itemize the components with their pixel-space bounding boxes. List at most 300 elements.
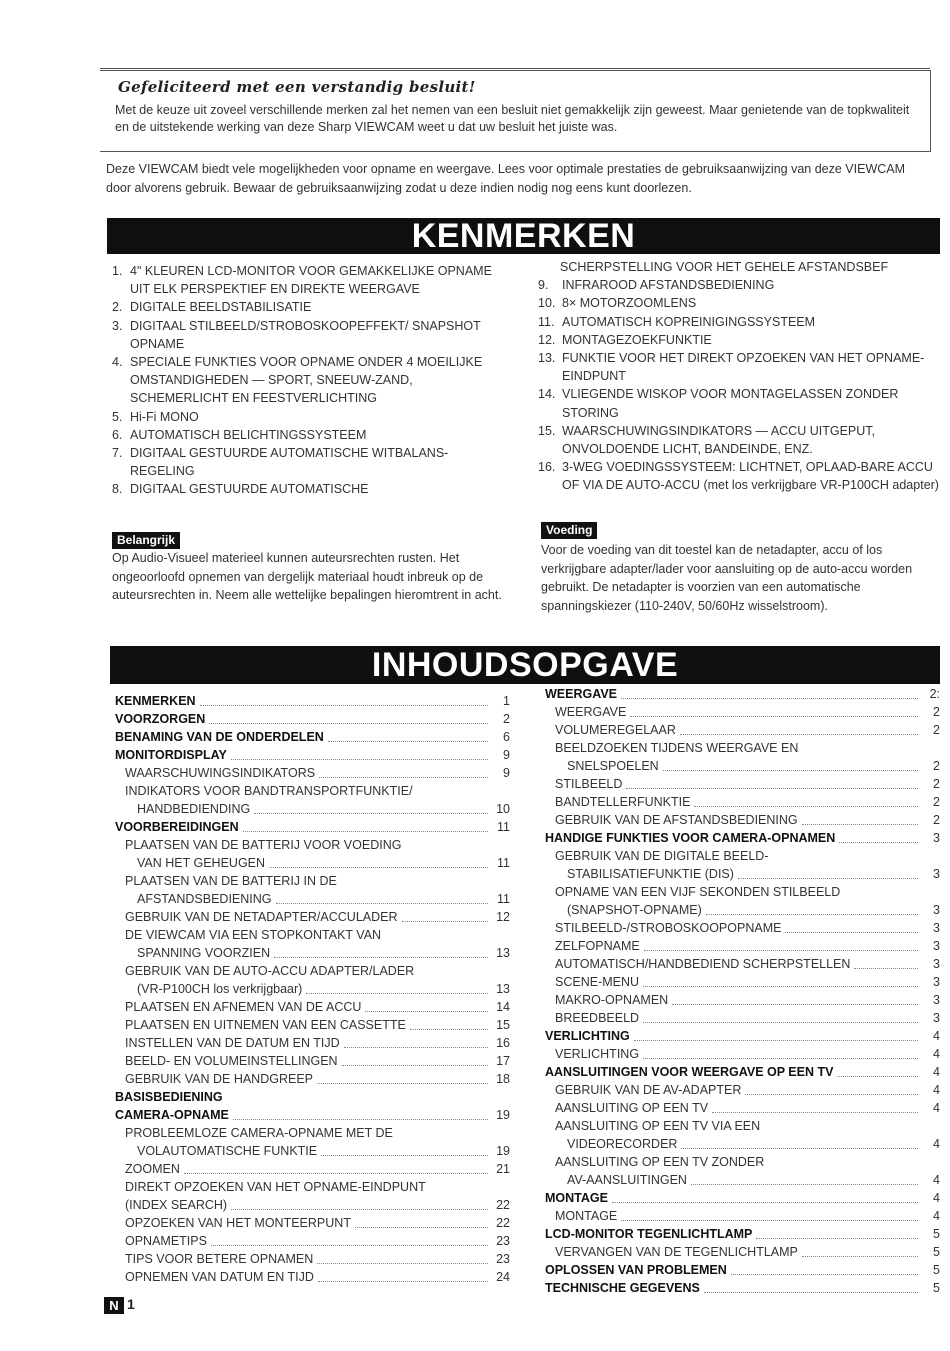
- toc-entry[interactable]: [545, 901, 940, 919]
- toc-entry[interactable]: [115, 1178, 510, 1196]
- toc-entry-title: INDIKATORS VOOR BANDTRANSPORTFUNKTIE/: [125, 784, 413, 798]
- toc-page-number: 1: [503, 694, 510, 708]
- toc-leader-dots: [643, 1022, 918, 1023]
- toc-leader-dots: [319, 777, 488, 778]
- toc-entry-title: CAMERA-OPNAME: [115, 1108, 229, 1122]
- toc-entry[interactable]: [545, 1207, 940, 1225]
- toc-page-number: 3: [933, 939, 940, 953]
- toc-entry[interactable]: [545, 775, 940, 793]
- toc-entry[interactable]: [115, 818, 510, 836]
- toc-entry-title: AUTOMATISCH/HANDBEDIEND SCHERPSTELLEN: [555, 957, 851, 971]
- toc-entry-title: VOLUMEREGELAAR: [555, 723, 676, 737]
- toc-entry-title: SCENE-MENU: [555, 975, 640, 989]
- toc-entry-title: AV-AANSLUITINGEN: [567, 1173, 687, 1187]
- toc-leader-dots: [274, 957, 488, 958]
- toc-leader-dots: [854, 968, 918, 969]
- toc-page-number: 14: [496, 1000, 510, 1014]
- toc-page-number: 13: [496, 982, 510, 996]
- language-badge: N: [104, 1297, 124, 1314]
- feature-number: 6.: [112, 427, 123, 442]
- toc-leader-dots: [402, 921, 488, 922]
- toc-leader-dots: [785, 932, 918, 933]
- feature-number: 1.: [112, 264, 123, 278]
- feature-text: 8× MOTORZOOMLENS: [562, 296, 697, 311]
- toc-page-number: 2: [933, 777, 940, 791]
- toc-entry[interactable]: [545, 1243, 940, 1261]
- toc-page-number: 19: [496, 1144, 510, 1158]
- feature-item: [538, 349, 943, 385]
- feature-text: VLIEGENDE WISKOP VOOR MONTAGELASSEN ZONDER STORING: [562, 387, 899, 420]
- toc-leader-dots: [231, 1209, 488, 1210]
- toc-entry[interactable]: [115, 980, 510, 998]
- toc-entry-title: ZELFOPNAME: [555, 939, 640, 953]
- toc-leader-dots: [738, 878, 918, 879]
- feature-number: 5.: [112, 409, 123, 424]
- toc-entry[interactable]: [545, 739, 940, 757]
- toc-entry[interactable]: [115, 962, 510, 980]
- feature-item: [112, 426, 507, 444]
- toc-entry[interactable]: [545, 811, 940, 829]
- toc-entry-title: GEBRUIK VAN DE AV-ADAPTER: [555, 1083, 742, 1097]
- toc-entry[interactable]: [115, 1088, 510, 1106]
- toc-entry-title: STABILISATIEFUNKTIE (DIS): [567, 867, 734, 881]
- toc-leader-dots: [200, 705, 488, 706]
- features-heading: KENMERKEN: [411, 217, 636, 255]
- toc-entry[interactable]: [545, 1279, 940, 1297]
- toc-leader-dots: [672, 1004, 918, 1005]
- power-label: Voeding: [541, 522, 597, 539]
- toc-entry[interactable]: [115, 1232, 510, 1250]
- toc-leader-dots: [211, 1245, 488, 1246]
- toc-leader-dots: [663, 770, 918, 771]
- toc-page-number: 4: [933, 1065, 940, 1079]
- toc-page-number: 3: [933, 903, 940, 917]
- toc-page-number: 2: [933, 705, 940, 719]
- toc-entry[interactable]: [545, 865, 940, 883]
- toc-entry-title: MAKRO-OPNAMEN: [555, 993, 669, 1007]
- feature-item: [112, 444, 507, 480]
- toc-leader-dots: [365, 1011, 488, 1012]
- feature-text: INFRAROOD AFSTANDSBEDIENING: [562, 278, 775, 293]
- toc-entry-title: GEBRUIK VAN DE DIGITALE BEELD-: [555, 849, 769, 863]
- feature-item: [112, 353, 507, 408]
- toc-entry-title: AANSLUITINGEN VOOR WEERGAVE OP EEN TV: [545, 1065, 834, 1079]
- toc-entry[interactable]: [545, 757, 940, 775]
- toc-page-number: 10: [496, 802, 510, 816]
- toc-entry-title: AFSTANDSBEDIENING: [137, 892, 272, 906]
- toc-page-number: 3: [933, 993, 940, 1007]
- toc-entry-title: BEELD- EN VOLUMEINSTELLINGEN: [125, 1054, 338, 1068]
- toc-entry-title: SNELSPOELEN: [567, 759, 659, 773]
- toc-leader-dots: [745, 1094, 918, 1095]
- toc-entry[interactable]: [115, 890, 510, 908]
- toc-entry[interactable]: [115, 1160, 510, 1178]
- toc-entry[interactable]: [115, 1016, 510, 1034]
- toc-entry-title: DIREKT OPZOEKEN VAN HET OPNAME-EINDPUNT: [125, 1180, 426, 1194]
- intro-top-rule: [100, 68, 930, 69]
- feature-number: 2.: [112, 300, 123, 315]
- toc-leader-dots: [317, 1263, 488, 1264]
- toc-entry[interactable]: [545, 1081, 940, 1099]
- power-text: Voor de voeding van dit toestel kan de netadapter, accu of los verkrijgbare adapter/lader voor aansluiting op de auto-accu worden gebruikt. De netadapter is voorzien van een automatische spanningskiezer (110-240V, 50/60Hz wisselstroom).: [541, 543, 913, 613]
- feature-item: [112, 480, 507, 498]
- toc-leader-dots: [680, 734, 918, 735]
- toc-page-number: 2: [933, 795, 940, 809]
- toc-leader-dots: [317, 1083, 488, 1084]
- toc-entry[interactable]: [115, 908, 510, 926]
- toc-entry[interactable]: [115, 1268, 510, 1286]
- toc-entry[interactable]: [545, 937, 940, 955]
- toc-entry[interactable]: [115, 800, 510, 818]
- toc-page-number: 16: [496, 1036, 510, 1050]
- toc-leader-dots: [344, 1047, 488, 1048]
- toc-page-number: 4: [933, 1137, 940, 1151]
- feature-item: [538, 294, 943, 312]
- toc-entry[interactable]: [115, 1142, 510, 1160]
- toc-entry-title: STILBEELD: [555, 777, 623, 791]
- toc-entry-title: GEBRUIK VAN DE AFSTANDSBEDIENING: [555, 813, 798, 827]
- toc-page-number: 9: [503, 748, 510, 762]
- toc-page-number: 5: [933, 1245, 940, 1259]
- toc-entry-title: GEBRUIK VAN DE AUTO-ACCU ADAPTER/LADER: [125, 964, 415, 978]
- toc-leader-dots: [355, 1227, 488, 1228]
- toc-entry[interactable]: [115, 1250, 510, 1268]
- features-list-right: [538, 258, 943, 495]
- toc-page-number: 4: [933, 1083, 940, 1097]
- toc-leader-dots: [644, 950, 918, 951]
- toc-entry[interactable]: [115, 1034, 510, 1052]
- toc-page-number: 17: [496, 1054, 510, 1068]
- toc-leader-dots: [704, 1292, 918, 1293]
- feature-number: 12.: [538, 332, 556, 347]
- toc-entry-title: PLAATSEN EN UITNEMEN VAN EEN CASSETTE: [125, 1018, 406, 1032]
- toc-entry-title: BENAMING VAN DE ONDERDELEN: [115, 730, 324, 744]
- toc-entry[interactable]: [545, 1009, 940, 1027]
- toc-entry[interactable]: [115, 710, 510, 728]
- toc-entry[interactable]: [115, 764, 510, 782]
- toc-page-number: 11: [497, 820, 510, 834]
- feature-text: MONTAGEZOEKFUNKTIE: [562, 332, 712, 347]
- toc-entry-title: MONTAGE: [545, 1191, 608, 1205]
- features-list-left: [112, 262, 507, 499]
- toc-page-number: 23: [496, 1234, 510, 1248]
- toc-leader-dots: [837, 1076, 918, 1077]
- toc-heading: INHOUDSOPGAVE: [371, 646, 679, 684]
- feature-item: [112, 298, 507, 316]
- toc-entry-title: GEBRUIK VAN DE HANDGREEP: [125, 1072, 314, 1086]
- toc-entry[interactable]: [545, 1225, 940, 1243]
- toc-page-number: 2:: [929, 687, 940, 701]
- toc-entry[interactable]: [115, 926, 510, 944]
- toc-page-number: 3: [933, 831, 940, 845]
- toc-entry-title: TIPS VOOR BETERE OPNAMEN: [125, 1252, 314, 1266]
- intro-text: Met de keuze uit zoveel verschillende merken zal het nemen van een besluit niet gemakkelijk zijn geweest. Maar genietende van de topkwaliteit en de uitstekende werking van deze Sharp VIEWCAM weet u dat uw besluit het juiste was.: [115, 103, 910, 134]
- toc-entry[interactable]: [115, 782, 510, 800]
- toc-entry[interactable]: [545, 1117, 940, 1135]
- toc-entry-title: KENMERKEN: [115, 694, 196, 708]
- toc-leader-dots: [621, 1220, 918, 1221]
- toc-page-number: 21: [496, 1162, 510, 1176]
- toc-entry[interactable]: [115, 998, 510, 1016]
- toc-entry-title: AANSLUITING OP EEN TV VIA EEN: [555, 1119, 761, 1133]
- toc-leader-dots: [321, 1155, 488, 1156]
- toc-page-number: 3: [933, 975, 940, 989]
- toc-page-number: 24: [496, 1270, 510, 1284]
- feature-number: 3.: [112, 318, 123, 333]
- feature-text: FUNKTIE VOOR HET DIREKT OPZOEKEN VAN HET OPNAME-EINDPUNT: [562, 351, 925, 384]
- toc-entry-title: VERLICHTING: [555, 1047, 640, 1061]
- toc-entry[interactable]: [115, 836, 510, 854]
- feature-item: [112, 317, 507, 353]
- toc-leader-dots: [276, 903, 488, 904]
- feature-text: SPECIALE FUNKTIES VOOR OPNAME ONDER 4 MOEILIJKE OMSTANDIGHEDEN — SPORT, SNEEUW-ZAND, SCHEMERLICHT EN FEESTVERLICHTING: [130, 355, 483, 406]
- toc-entry-title: HANDIGE FUNKTIES VOOR CAMERA-OPNAMEN: [545, 831, 836, 845]
- toc-leader-dots: [318, 1281, 488, 1282]
- toc-page-number: 5: [933, 1281, 940, 1295]
- toc-entry-title: (SNAPSHOT-OPNAME): [567, 903, 702, 917]
- toc-leader-dots: [243, 831, 488, 832]
- toc-page-number: 3: [933, 957, 940, 971]
- toc-entry-title: WEERGAVE: [555, 705, 627, 719]
- toc-leader-dots: [328, 741, 488, 742]
- toc-entry-title: VERVANGEN VAN DE TEGENLICHTLAMP: [555, 1245, 798, 1259]
- toc-entry-title: SPANNING VOORZIEN: [137, 946, 271, 960]
- toc-page-number: 2: [503, 712, 510, 726]
- toc-entry[interactable]: [545, 1261, 940, 1279]
- lead-paragraph: Deze VIEWCAM biedt vele mogelijkheden voor opname en weergave. Lees voor optimale prestaties de gebruiksaanwijzing van deze VIEWCAM door alvorens gebruik. Bewaar de gebruiksaanwijzing zodat u deze indien nodig nog eens kunt doorlezen.: [106, 162, 906, 195]
- toc-entry[interactable]: [115, 854, 510, 872]
- toc-page-number: 4: [933, 1209, 940, 1223]
- toc-page-number: 3: [933, 921, 940, 935]
- toc-entry-title: LCD-MONITOR TEGENLICHTLAMP: [545, 1227, 753, 1241]
- toc-column-left: [115, 692, 510, 1286]
- feature-number: 15.: [538, 423, 556, 438]
- toc-leader-dots: [643, 1058, 918, 1059]
- feature-item: [112, 408, 507, 426]
- toc-page-number: 4: [933, 1101, 940, 1115]
- feature-text: DIGITAAL GESTUURDE AUTOMATISCHE WITBALANS-REGELING: [130, 446, 449, 479]
- toc-entry-title: PROBLEEMLOZE CAMERA-OPNAME MET DE: [125, 1126, 393, 1140]
- toc-entry[interactable]: [545, 1153, 940, 1171]
- toc-entry-title: VAN HET GEHEUGEN: [137, 856, 266, 870]
- feature-number: 10.: [538, 296, 556, 311]
- toc-entry-title: VIDEORECORDER: [567, 1137, 678, 1151]
- toc-page-number: 4: [933, 1029, 940, 1043]
- toc-entry[interactable]: [115, 944, 510, 962]
- toc-page-number: 3: [933, 867, 940, 881]
- toc-leader-dots: [706, 914, 918, 915]
- toc-entry[interactable]: [115, 1124, 510, 1142]
- toc-entry[interactable]: [545, 883, 940, 901]
- feature-number: 4.: [112, 355, 123, 370]
- toc-entry-title: OPNAME VAN EEN VIJF SEKONDEN STILBEELD: [555, 885, 841, 899]
- toc-entry-title: OPLOSSEN VAN PROBLEMEN: [545, 1263, 727, 1277]
- toc-entry-title: (VR-P100CH los verkrijgbaar): [137, 982, 303, 996]
- features-heading-banner: [107, 218, 940, 254]
- toc-leader-dots: [231, 759, 488, 760]
- toc-entry[interactable]: [545, 721, 940, 739]
- toc-entry-title: HANDBEDIENDING: [137, 802, 251, 816]
- toc-page-number: 2: [933, 723, 940, 737]
- toc-leader-dots: [802, 1256, 918, 1257]
- toc-page-number: 2: [933, 759, 940, 773]
- intro-title: Gefeliciteerd met een verstandig besluit!: [118, 78, 476, 96]
- toc-entry-title: WAARSCHUWINGSINDIKATORS: [125, 766, 316, 780]
- toc-entry-title: GEBRUIK VAN DE NETADAPTER/ACCULADER: [125, 910, 398, 924]
- toc-entry-title: INSTELLEN VAN DE DATUM EN TIJD: [125, 1036, 340, 1050]
- toc-page-number: 3: [933, 1011, 940, 1025]
- feature-item: [538, 385, 943, 421]
- toc-leader-dots: [184, 1173, 488, 1174]
- toc-page-number: 11: [497, 892, 510, 906]
- toc-leader-dots: [269, 867, 488, 868]
- feature-number: 13.: [538, 351, 556, 366]
- feature-item: [538, 331, 943, 349]
- toc-entry[interactable]: [115, 692, 510, 710]
- toc-page-number: 12: [496, 910, 510, 924]
- toc-page-number: 19: [496, 1108, 510, 1122]
- important-text: Op Audio-Visueel materieel kunnen auteursrechten rusten. Het ongeoorloofd opnemen van dergelijk materiaal houdt inbreuk op de auteursrechten in. Neem alle wettelijke bepalingen hieromtrent in acht.: [112, 551, 502, 602]
- toc-heading-banner: [110, 646, 940, 684]
- important-label: Belangrijk: [112, 532, 180, 549]
- toc-entry-title: BASISBEDIENING: [115, 1090, 223, 1104]
- toc-entry[interactable]: [545, 1063, 940, 1081]
- feature-number: 9.: [538, 278, 549, 293]
- toc-leader-dots: [306, 993, 488, 994]
- toc-entry-title: (INDEX SEARCH): [125, 1198, 228, 1212]
- feature-text: Hi-Fi MONO: [130, 409, 199, 424]
- toc-leader-dots: [712, 1112, 918, 1113]
- toc-entry[interactable]: [545, 1135, 940, 1153]
- toc-entry[interactable]: [545, 991, 940, 1009]
- toc-entry-title: VOORZORGEN: [115, 712, 206, 726]
- toc-entry[interactable]: [115, 1106, 510, 1124]
- toc-entry[interactable]: [115, 872, 510, 890]
- toc-entry-title: OPNEMEN VAN DATUM EN TIJD: [125, 1270, 314, 1284]
- toc-entry-title: OPNAMETIPS: [125, 1234, 207, 1248]
- feature-number: 11.: [538, 314, 555, 329]
- feature-item: [538, 422, 943, 458]
- toc-leader-dots: [756, 1238, 918, 1239]
- feature-number: 14.: [538, 387, 556, 402]
- toc-entry-title: PLAATSEN EN AFNEMEN VAN DE ACCU: [125, 1000, 362, 1014]
- toc-entry[interactable]: [545, 1027, 940, 1045]
- toc-leader-dots: [254, 813, 488, 814]
- toc-entry[interactable]: [545, 973, 940, 991]
- feature-item: [538, 458, 943, 494]
- toc-entry-title: AANSLUITING OP EEN TV ZONDER: [555, 1155, 765, 1169]
- toc-page-number: 6: [503, 730, 510, 744]
- feature-text: DIGITAAL GESTUURDE AUTOMATISCHE: [130, 482, 369, 497]
- toc-leader-dots: [342, 1065, 488, 1066]
- toc-entry-title: VOORBEREIDINGEN: [115, 820, 239, 834]
- toc-entry[interactable]: [545, 703, 940, 721]
- toc-entry[interactable]: [545, 1189, 940, 1207]
- toc-entry[interactable]: [545, 847, 940, 865]
- toc-column-right: [545, 685, 940, 1297]
- feature-item: [538, 313, 943, 331]
- toc-entry-title: BANDTELLERFUNKTIE: [555, 795, 691, 809]
- toc-entry-title: BEELDZOEKEN TIJDENS WEERGAVE EN: [555, 741, 799, 755]
- feature-number: 8.: [112, 482, 123, 497]
- toc-entry[interactable]: [115, 1070, 510, 1088]
- toc-entry[interactable]: [115, 1196, 510, 1214]
- toc-entry[interactable]: [545, 1099, 940, 1117]
- toc-entry[interactable]: [545, 1045, 940, 1063]
- toc-entry-title: STILBEELD-/STROBOSKOOPOPNAME: [555, 921, 782, 935]
- toc-page-number: 23: [496, 1252, 510, 1266]
- toc-page-number: 11: [497, 856, 510, 870]
- feature-text: AUTOMATISCH KOPREINIGINGSSYSTEEM: [562, 314, 816, 329]
- toc-entry[interactable]: [545, 685, 940, 703]
- toc-entry[interactable]: [115, 1052, 510, 1070]
- feature-continuation: SCHERPSTELLING VOOR HET GEHELE AFSTANDSBEF: [560, 260, 889, 274]
- toc-page-number: 5: [933, 1263, 940, 1277]
- toc-entry[interactable]: [545, 955, 940, 973]
- toc-leader-dots: [621, 698, 918, 699]
- toc-leader-dots: [634, 1040, 918, 1041]
- toc-leader-dots: [209, 723, 488, 724]
- feature-text: DIGITAAL STILBEELD/STROBOSKOOPEFFEKT/ SNAPSHOT OPNAME: [130, 318, 481, 351]
- toc-page-number: 9: [503, 766, 510, 780]
- toc-entry[interactable]: [545, 793, 940, 811]
- toc-entry-title: MONITORDISPLAY: [115, 748, 227, 762]
- toc-leader-dots: [691, 1184, 918, 1185]
- toc-leader-dots: [643, 986, 918, 987]
- toc-leader-dots: [626, 788, 918, 789]
- toc-entry-title: DE VIEWCAM VIA EEN STOPKONTAKT VAN: [125, 928, 382, 942]
- toc-page-number: 13: [496, 946, 510, 960]
- toc-entry[interactable]: [115, 728, 510, 746]
- toc-entry-title: VOLAUTOMATISCHE FUNKTIE: [137, 1144, 318, 1158]
- toc-leader-dots: [731, 1274, 918, 1275]
- toc-page-number: 15: [496, 1018, 510, 1032]
- toc-entry-title: PLAATSEN VAN DE BATTERIJ IN DE: [125, 874, 337, 888]
- toc-leader-dots: [410, 1029, 488, 1030]
- toc-entry[interactable]: [545, 829, 940, 847]
- feature-text: AUTOMATISCH BELICHTINGSSYSTEEM: [130, 427, 367, 442]
- toc-page-number: 22: [496, 1198, 510, 1212]
- toc-page-number: 18: [496, 1072, 510, 1086]
- toc-page-number: 2: [933, 813, 940, 827]
- toc-leader-dots: [694, 806, 918, 807]
- feature-number: 7.: [112, 446, 123, 461]
- toc-leader-dots: [802, 824, 918, 825]
- toc-entry[interactable]: [545, 1171, 940, 1189]
- feature-text: 3-WEG VOEDINGSSYSTEEM: LICHTNET, OPLAAD-BARE ACCU OF VIA DE AUTO-ACCU (met los verkrijgbare VR-P100CH adapter): [562, 460, 939, 493]
- toc-page-number: 4: [933, 1047, 940, 1061]
- toc-entry[interactable]: [115, 746, 510, 764]
- toc-entry-title: MONTAGE: [555, 1209, 618, 1223]
- toc-entry-title: ZOOMEN: [125, 1162, 180, 1176]
- toc-entry[interactable]: [545, 919, 940, 937]
- toc-entry-title: AANSLUITING OP EEN TV: [555, 1101, 709, 1115]
- toc-entry-title: BREEDBEELD: [555, 1011, 640, 1025]
- toc-entry[interactable]: [115, 1214, 510, 1232]
- feature-item: [538, 276, 943, 294]
- toc-page-number: 4: [933, 1191, 940, 1205]
- toc-entry-title: VERLICHTING: [545, 1029, 630, 1043]
- page-number: 1: [127, 1296, 135, 1312]
- toc-leader-dots: [630, 716, 918, 717]
- toc-leader-dots: [681, 1148, 918, 1149]
- toc-leader-dots: [233, 1119, 488, 1120]
- toc-page-number: 4: [933, 1173, 940, 1187]
- toc-entry-title: OPZOEKEN VAN HET MONTEERPUNT: [125, 1216, 351, 1230]
- toc-entry-title: PLAATSEN VAN DE BATTERIJ VOOR VOEDING: [125, 838, 402, 852]
- toc-leader-dots: [839, 842, 918, 843]
- toc-entry-title: WEERGAVE: [545, 687, 617, 701]
